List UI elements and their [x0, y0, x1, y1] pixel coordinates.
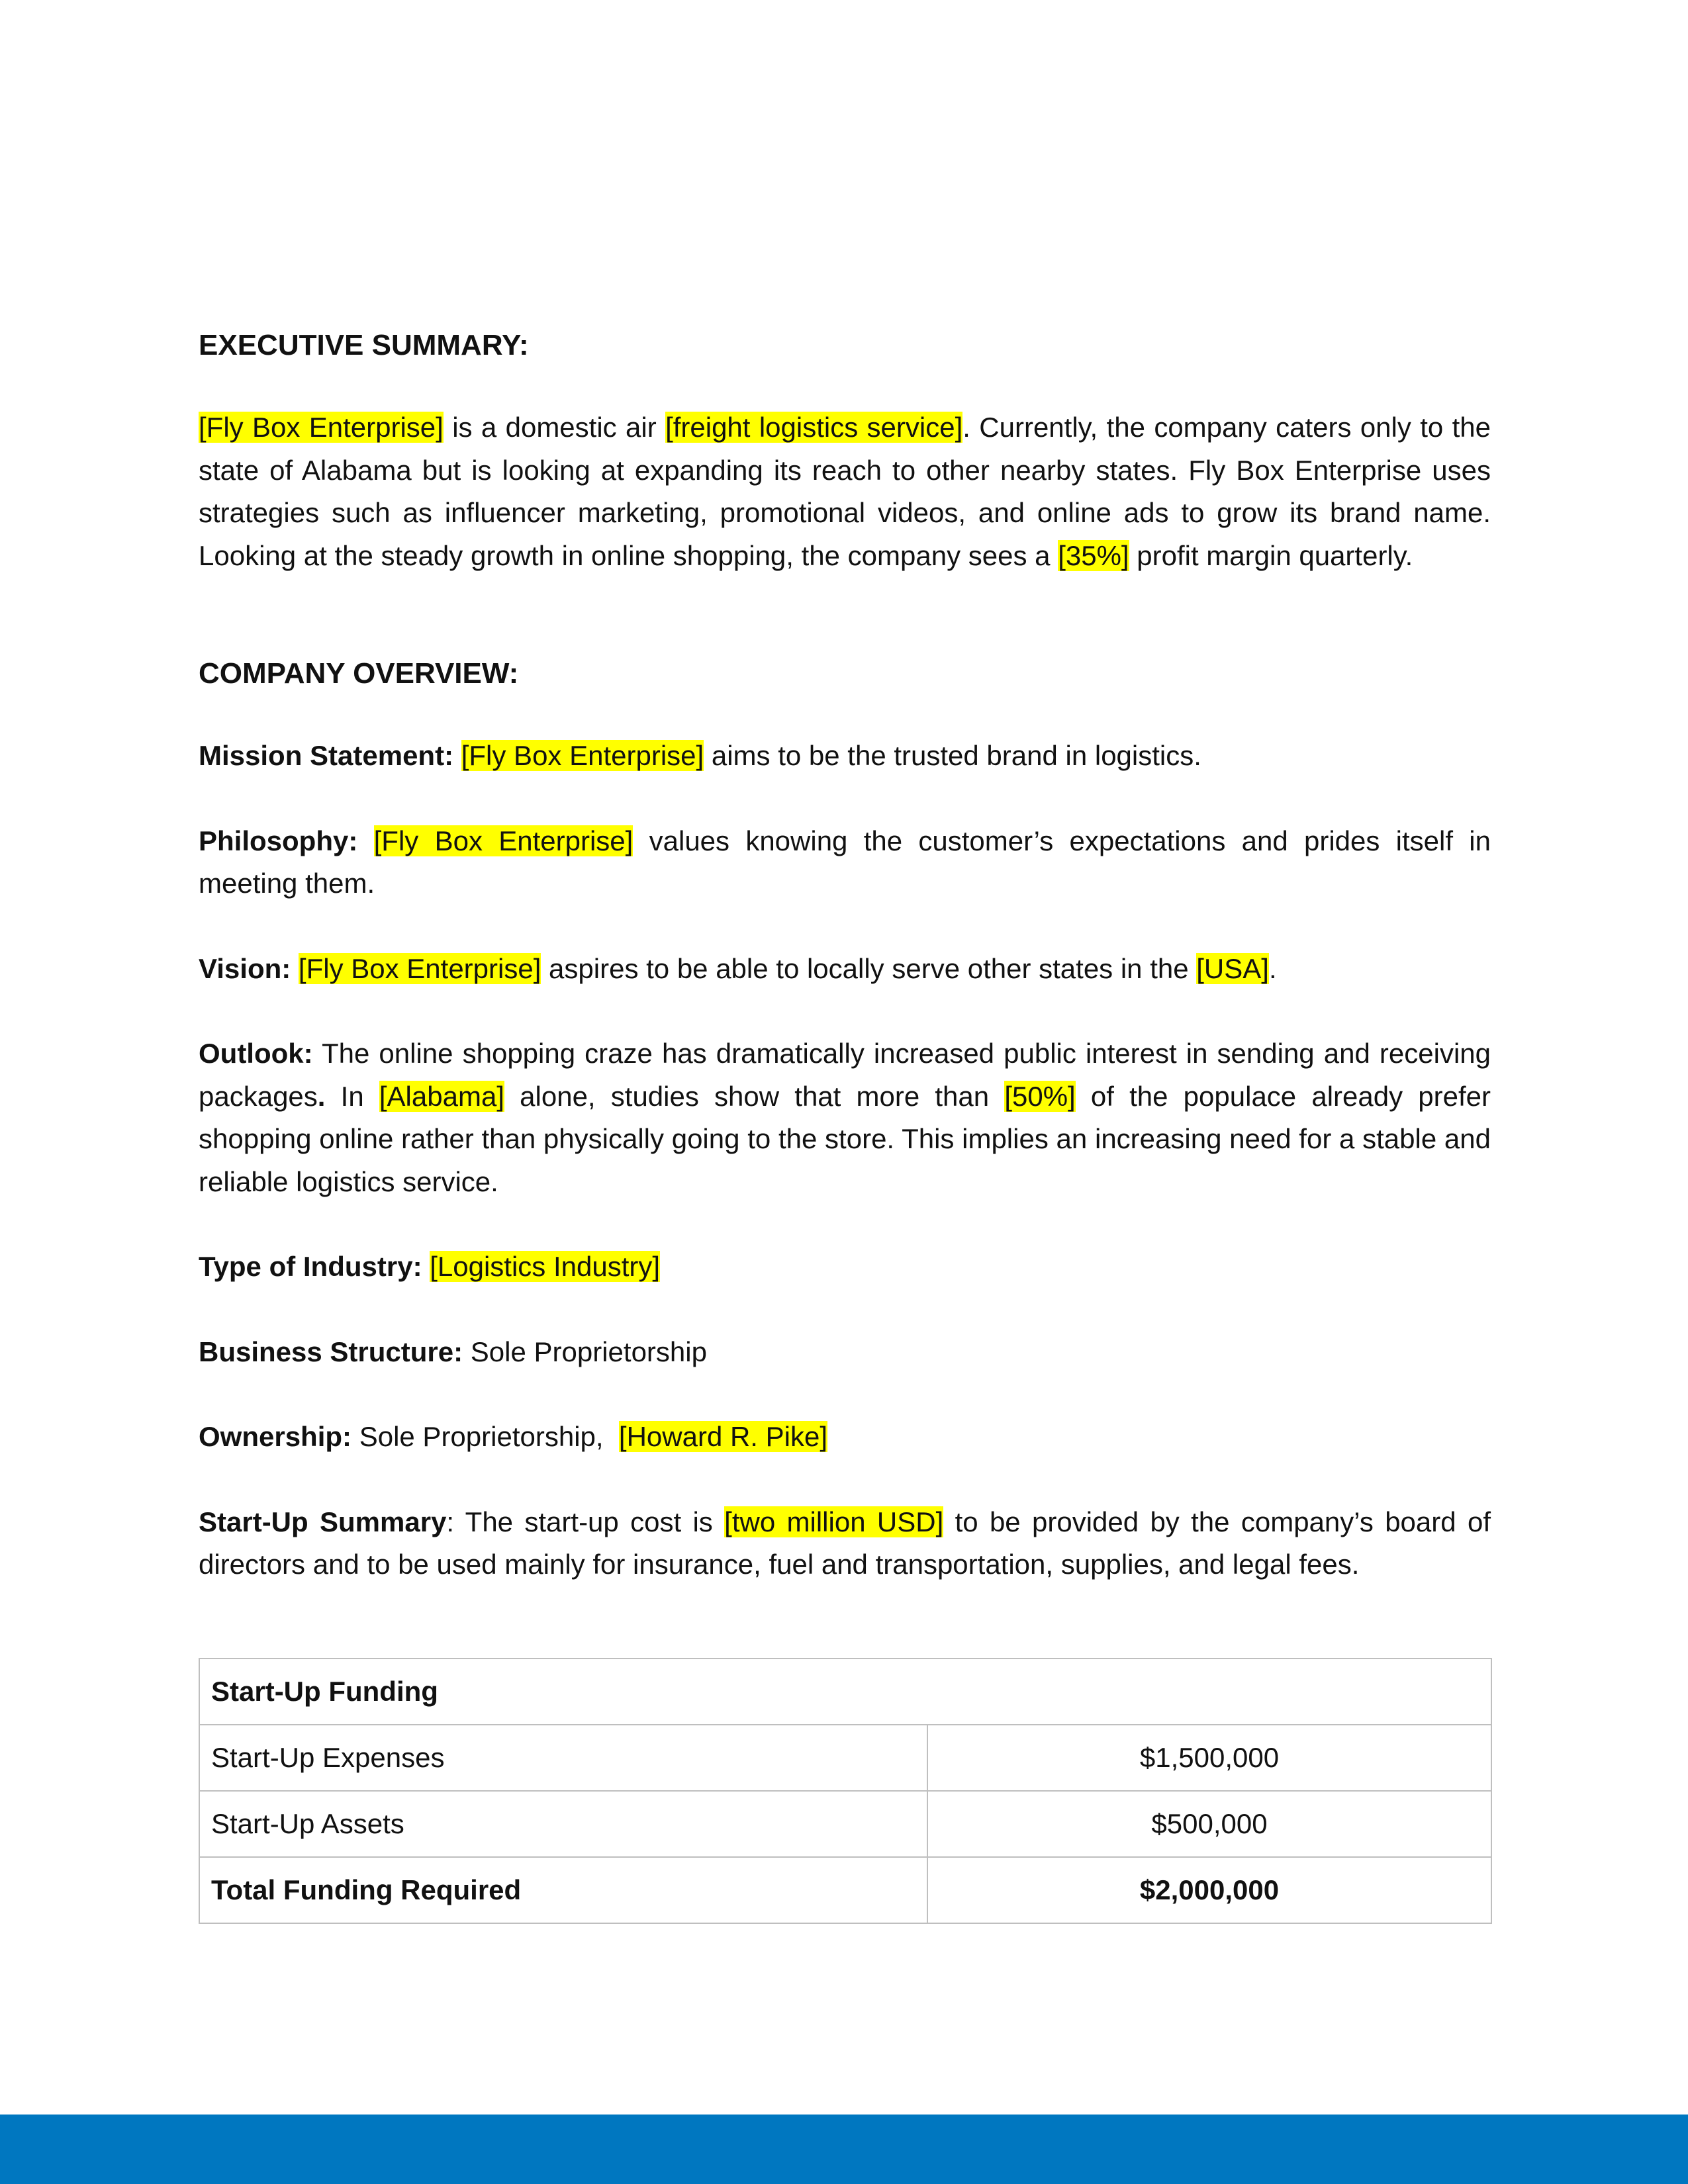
startup-funding-table — [199, 1658, 1492, 1924]
highlight-state: [Alabama] — [379, 1080, 504, 1112]
highlight-startup-cost: [two million USD] — [724, 1506, 944, 1537]
text-run: is a domestic air — [443, 412, 666, 443]
row-label-cell: Start-Up Expenses — [199, 1725, 927, 1791]
text-run: aims to be the trusted brand in logistics. — [704, 740, 1201, 771]
highlight-company-name: [Fly Box Enterprise] — [461, 740, 704, 771]
business-structure-value: Sole Proprietorship — [463, 1336, 707, 1367]
business-structure-label: Business Structure: — [199, 1336, 463, 1367]
text-run: alone, studies show that more than — [504, 1080, 1005, 1112]
highlight-company-name: [Fly Box Enterprise] — [373, 825, 633, 856]
vision-paragraph — [199, 948, 1491, 991]
document-body — [199, 324, 1491, 1586]
total-label-cell: Total Funding Required — [199, 1857, 927, 1923]
text-run: of the populace already prefer shopping online rather than physically going to the store. This implies an increasing need for a stable and reliable logistics service. — [199, 1080, 1491, 1197]
section-spacer — [199, 577, 1491, 653]
text-run: The online shopping craze has dramatically increased public interest in sending and receiving packages — [199, 1038, 1491, 1112]
mission-statement-label: Mission Statement: — [199, 740, 454, 771]
startup-summary-paragraph — [199, 1501, 1491, 1586]
startup-summary-label: Start-Up Summary — [199, 1506, 447, 1537]
philosophy-label: Philosophy: — [199, 825, 358, 856]
executive-summary-heading: EXECUTIVE SUMMARY: — [199, 329, 529, 361]
highlight-company-name: [Fly Box Enterprise] — [199, 412, 444, 443]
outlook-label: Outlook: — [199, 1038, 313, 1069]
highlight-service-type: [freight logistics service] — [665, 412, 963, 443]
table-header-cell: Start-Up Funding — [199, 1659, 1491, 1725]
vision-label: Vision: — [199, 952, 291, 984]
mission-statement-paragraph — [199, 735, 1491, 778]
row-label-cell: Start-Up Assets — [199, 1791, 927, 1857]
table-header-row — [199, 1659, 1491, 1725]
text-run: to be provided by the company’s board of directors and to be used mainly for insurance, fuel and transportation, supplies, and legal fees. — [199, 1506, 1491, 1580]
highlight-industry: [Logistics Industry] — [430, 1251, 661, 1282]
text-run: : The start-up cost is — [446, 1506, 725, 1537]
highlight-profit-margin: [35%] — [1058, 539, 1129, 571]
ownership-label: Ownership: — [199, 1421, 352, 1452]
philosophy-paragraph — [199, 820, 1491, 905]
ownership-paragraph — [199, 1416, 1491, 1459]
industry-type-paragraph — [199, 1246, 1491, 1289]
industry-type-label: Type of Industry: — [199, 1251, 422, 1282]
business-structure-paragraph — [199, 1331, 1491, 1374]
highlight-company-name: [Fly Box Enterprise] — [298, 952, 541, 984]
table-row — [199, 1725, 1491, 1791]
highlight-owner-name: [Howard R. Pike] — [618, 1421, 828, 1452]
outlook-paragraph — [199, 1032, 1491, 1203]
footer-color-bar — [0, 2115, 1688, 2184]
ownership-value: Sole Proprietorship, — [352, 1421, 619, 1452]
table-total-row — [199, 1857, 1491, 1923]
row-value-cell: $1,500,000 — [927, 1725, 1491, 1791]
total-value-cell: $2,000,000 — [927, 1857, 1491, 1923]
company-overview-heading: COMPANY OVERVIEW: — [199, 657, 519, 690]
text-run: In — [325, 1080, 379, 1112]
executive-summary-paragraph — [199, 406, 1491, 577]
highlight-percentage: [50%] — [1004, 1080, 1076, 1112]
table-row — [199, 1791, 1491, 1857]
text-run: profit margin quarterly. — [1129, 539, 1413, 571]
text-run: . Currently, the company caters only to the state of Alabama but is looking at expanding its reach to other nearby states. Fly Box Enterprise uses strategies such as influencer marketing, promotional videos, and online ads to grow its brand name. Looking at the steady growth in online shopping, the company sees a — [199, 412, 1491, 571]
row-value-cell: $500,000 — [927, 1791, 1491, 1857]
text-run: . — [1268, 952, 1277, 984]
text-run: values knowing the customer’s expectations and prides itself in meeting them. — [199, 825, 1491, 899]
text-run: aspires to be able to locally serve other states in the — [541, 952, 1197, 984]
text-run: . — [317, 1080, 326, 1112]
highlight-country: [USA] — [1196, 952, 1269, 984]
